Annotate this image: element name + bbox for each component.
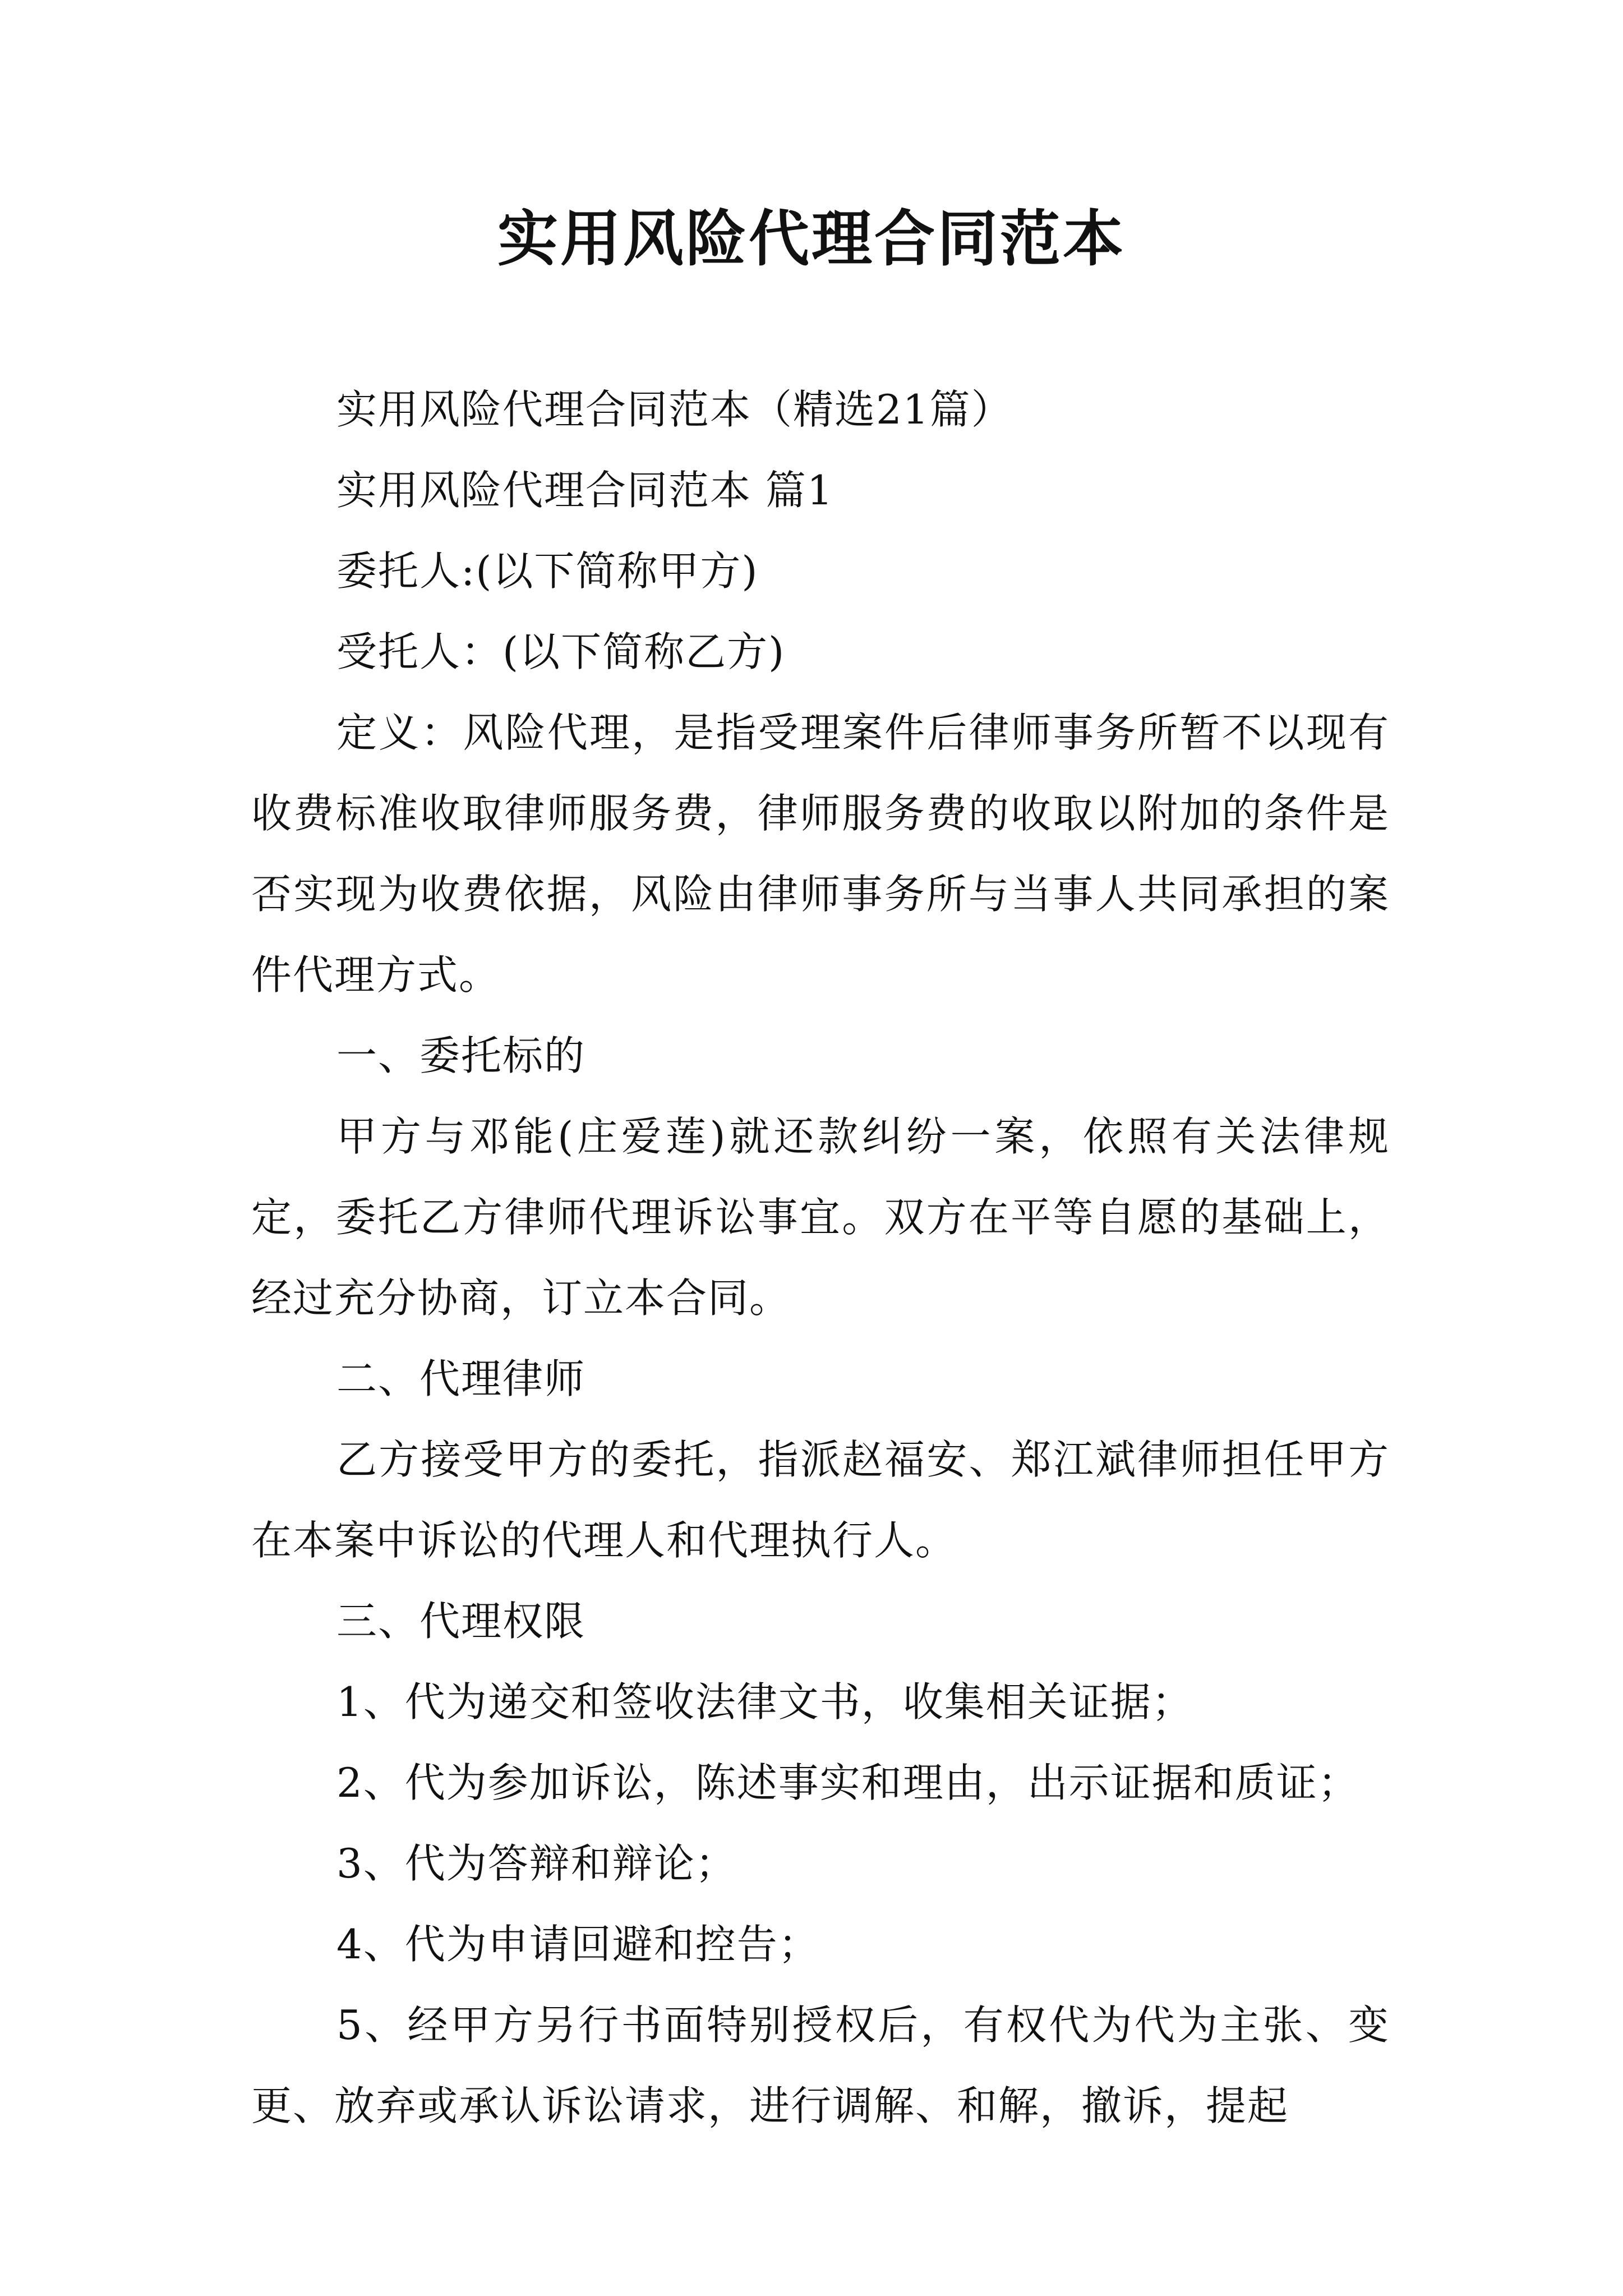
- clause-heading-3: 三、代理权限: [336, 1598, 586, 1645]
- clause-body-2: 乙方接受甲方的委托，指派赵福安、郑江斌律师担任甲方在本案中诉讼的代理人和代理执行人。: [251, 1436, 1390, 1564]
- authority-item-5: 5、经甲方另行书面特别授权后，有权代为代为主张、变更、放弃或承认诉讼请求，进行调解、和解，撤诉，提起: [251, 2001, 1390, 2129]
- section-heading-1: 实用风险代理合同范本 篇1: [336, 467, 834, 514]
- definition-paragraph: 定义：风险代理，是指受理案件后律师事务所暂不以现有收费标准收取律师服务费，律师服务费的收取以附加的条件是否实现为收费依据，风险由律师事务所与当事人共同承担的案件代理方式。: [251, 709, 1390, 999]
- authority-item-4: 4、代为申请回避和控告；: [336, 1921, 820, 1968]
- clause-heading-2: 二、代理律师: [336, 1355, 586, 1402]
- document-body: [251, 369, 1390, 2146]
- principal-line: 委托人:(以下简称甲方): [336, 547, 759, 595]
- authority-item-2: 2、代为参加诉讼，陈述事实和理由，出示证据和质证；: [336, 1759, 1359, 1806]
- agent-line: 受托人：(以下简称乙方): [336, 628, 786, 675]
- clause-heading-1: 一、委托标的: [336, 1032, 586, 1079]
- authority-item-1: 1、代为递交和签收法律文书，收集相关证据；: [336, 1678, 1193, 1726]
- subtitle-paragraph: 实用风险代理合同范本（精选21篇）: [336, 386, 1013, 433]
- authority-item-3: 3、代为答辩和辩论；: [336, 1840, 737, 1887]
- clause-body-1: 甲方与邓能(庄爱莲)就还款纠纷一案，依照有关法律规定，委托乙方律师代理诉讼事宜。双方在平等自愿的基础上，经过充分协商，订立本合同。: [251, 1113, 1390, 1322]
- document-title: 实用风险代理合同范本: [497, 204, 1126, 274]
